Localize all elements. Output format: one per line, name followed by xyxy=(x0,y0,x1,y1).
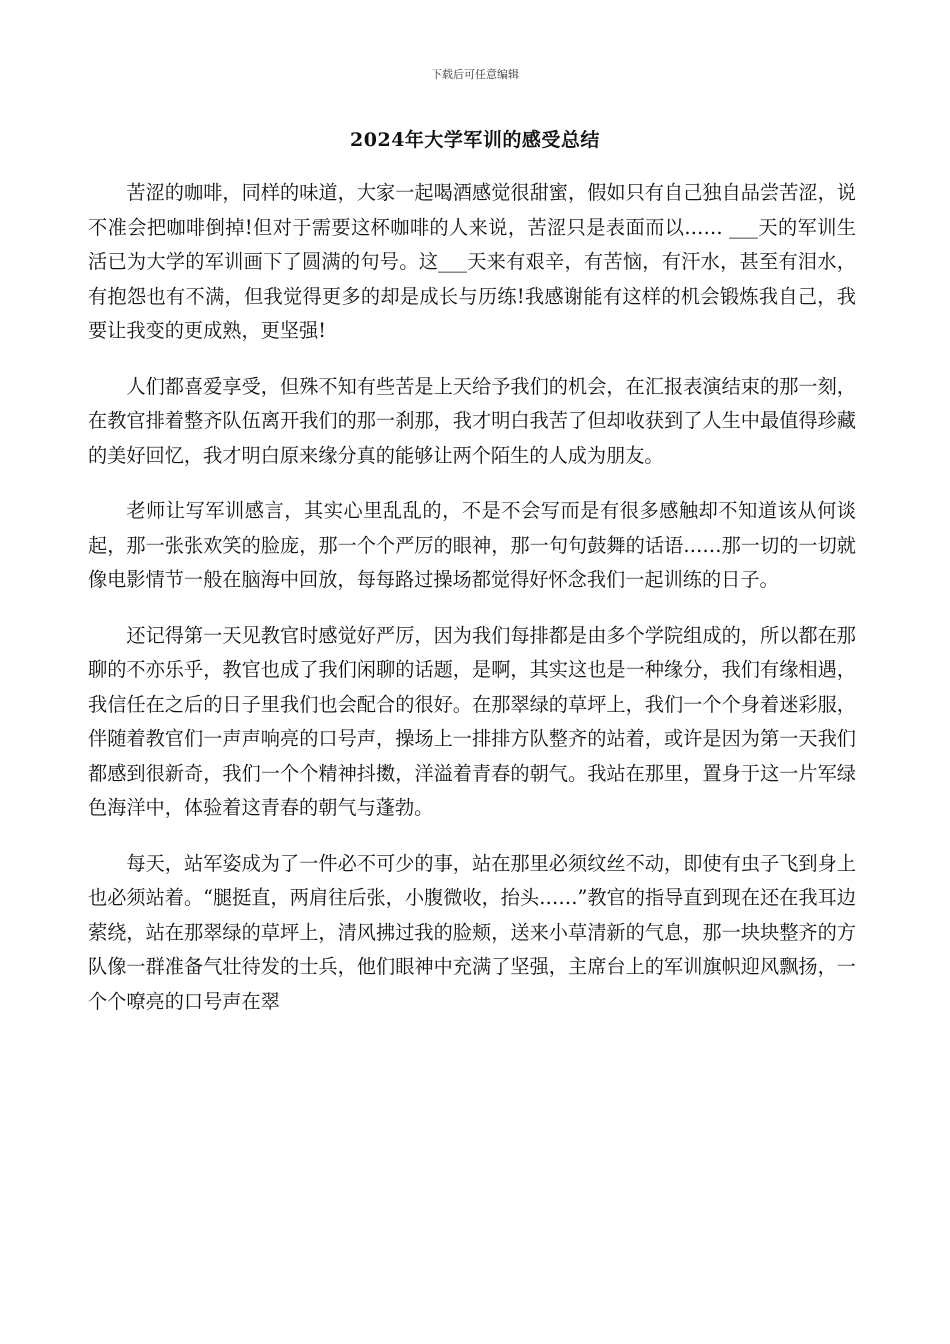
paragraph-4: 还记得第一天见教官时感觉好严厉，因为我们每排都是由多个学院组成的，所以都在那聊的不亦乐乎，教官也成了我们闲聊的话题，是啊，其实这也是一种缘分，我们有缘相遇，我信任在之后的日子里我们也会配合的很好。在那翠绿的草坪上，我们一个个身着迷彩服，伴随着教官们一声声响亮的口号声，操场上一排排方队整齐的站着，或许是因为第一天我们都感到很新奇，我们一个个精神抖擞，洋溢着青春的朝气。我站在那里，置身于这一片军绿色海洋中，体验着这青春的朝气与蓬勃。 xyxy=(88,623,856,819)
paragraph-1: 苦涩的咖啡，同样的味道，大家一起喝酒感觉很甜蜜，假如只有自己独自品尝苦涩，说不准会把咖啡倒掉!但对于需要这杯咖啡的人来说，苦涩只是表面而以…… ___天的军训生活已为大学的军训画下了圆满的句号。这___天来有艰辛，有苦恼，有汗水，甚至有泪水，有抱怨也有不满，但我觉得更多的却是成长与历练!我感谢能有这样的机会锻炼我自己，我要让我变的更成熟，更坚强! xyxy=(88,181,856,342)
document-body xyxy=(88,176,856,1040)
document-title: 2024年大学军训的感受总结 xyxy=(350,129,600,151)
paragraph-3: 老师让写军训感言，其实心里乱乱的，不是不会写而是有很多感触却不知道该从何谈起，那一张张欢笑的脸庞，那一个个严厉的眼神，那一句句鼓舞的话语……那一切的一切就像电影情节一般在脑海中回放，每每路过操场都觉得好怀念我们一起训练的日子。 xyxy=(88,499,856,591)
paragraph-5: 每天，站军姿成为了一件必不可少的事，站在那里必须纹丝不动，即使有虫子飞到身上也必须站着。“腿挺直，两肩往后张，小腹微收，抬头……”教官的指导直到现在还在我耳边萦绕，站在那翠绿的草坪上，清风拂过我的脸颊，送来小草清新的气息，那一块块整齐的方队像一群准备气壮待发的士兵，他们眼神中充满了坚强，主席台上的军训旗帜迎风飘扬，一个个嘹亮的口号声在翠 xyxy=(88,851,856,1013)
header-note: 下载后可任意编辑 xyxy=(431,68,519,81)
paragraph-2: 人们都喜爱享受，但殊不知有些苦是上天给予我们的机会，在汇报表演结束的那一刻，在教官排着整齐队伍离开我们的那一刹那，我才明白我苦了但却收获到了人生中最值得珍藏的美好回忆，我才明白原来缘分真的能够让两个陌生的人成为朋友。 xyxy=(88,374,856,467)
